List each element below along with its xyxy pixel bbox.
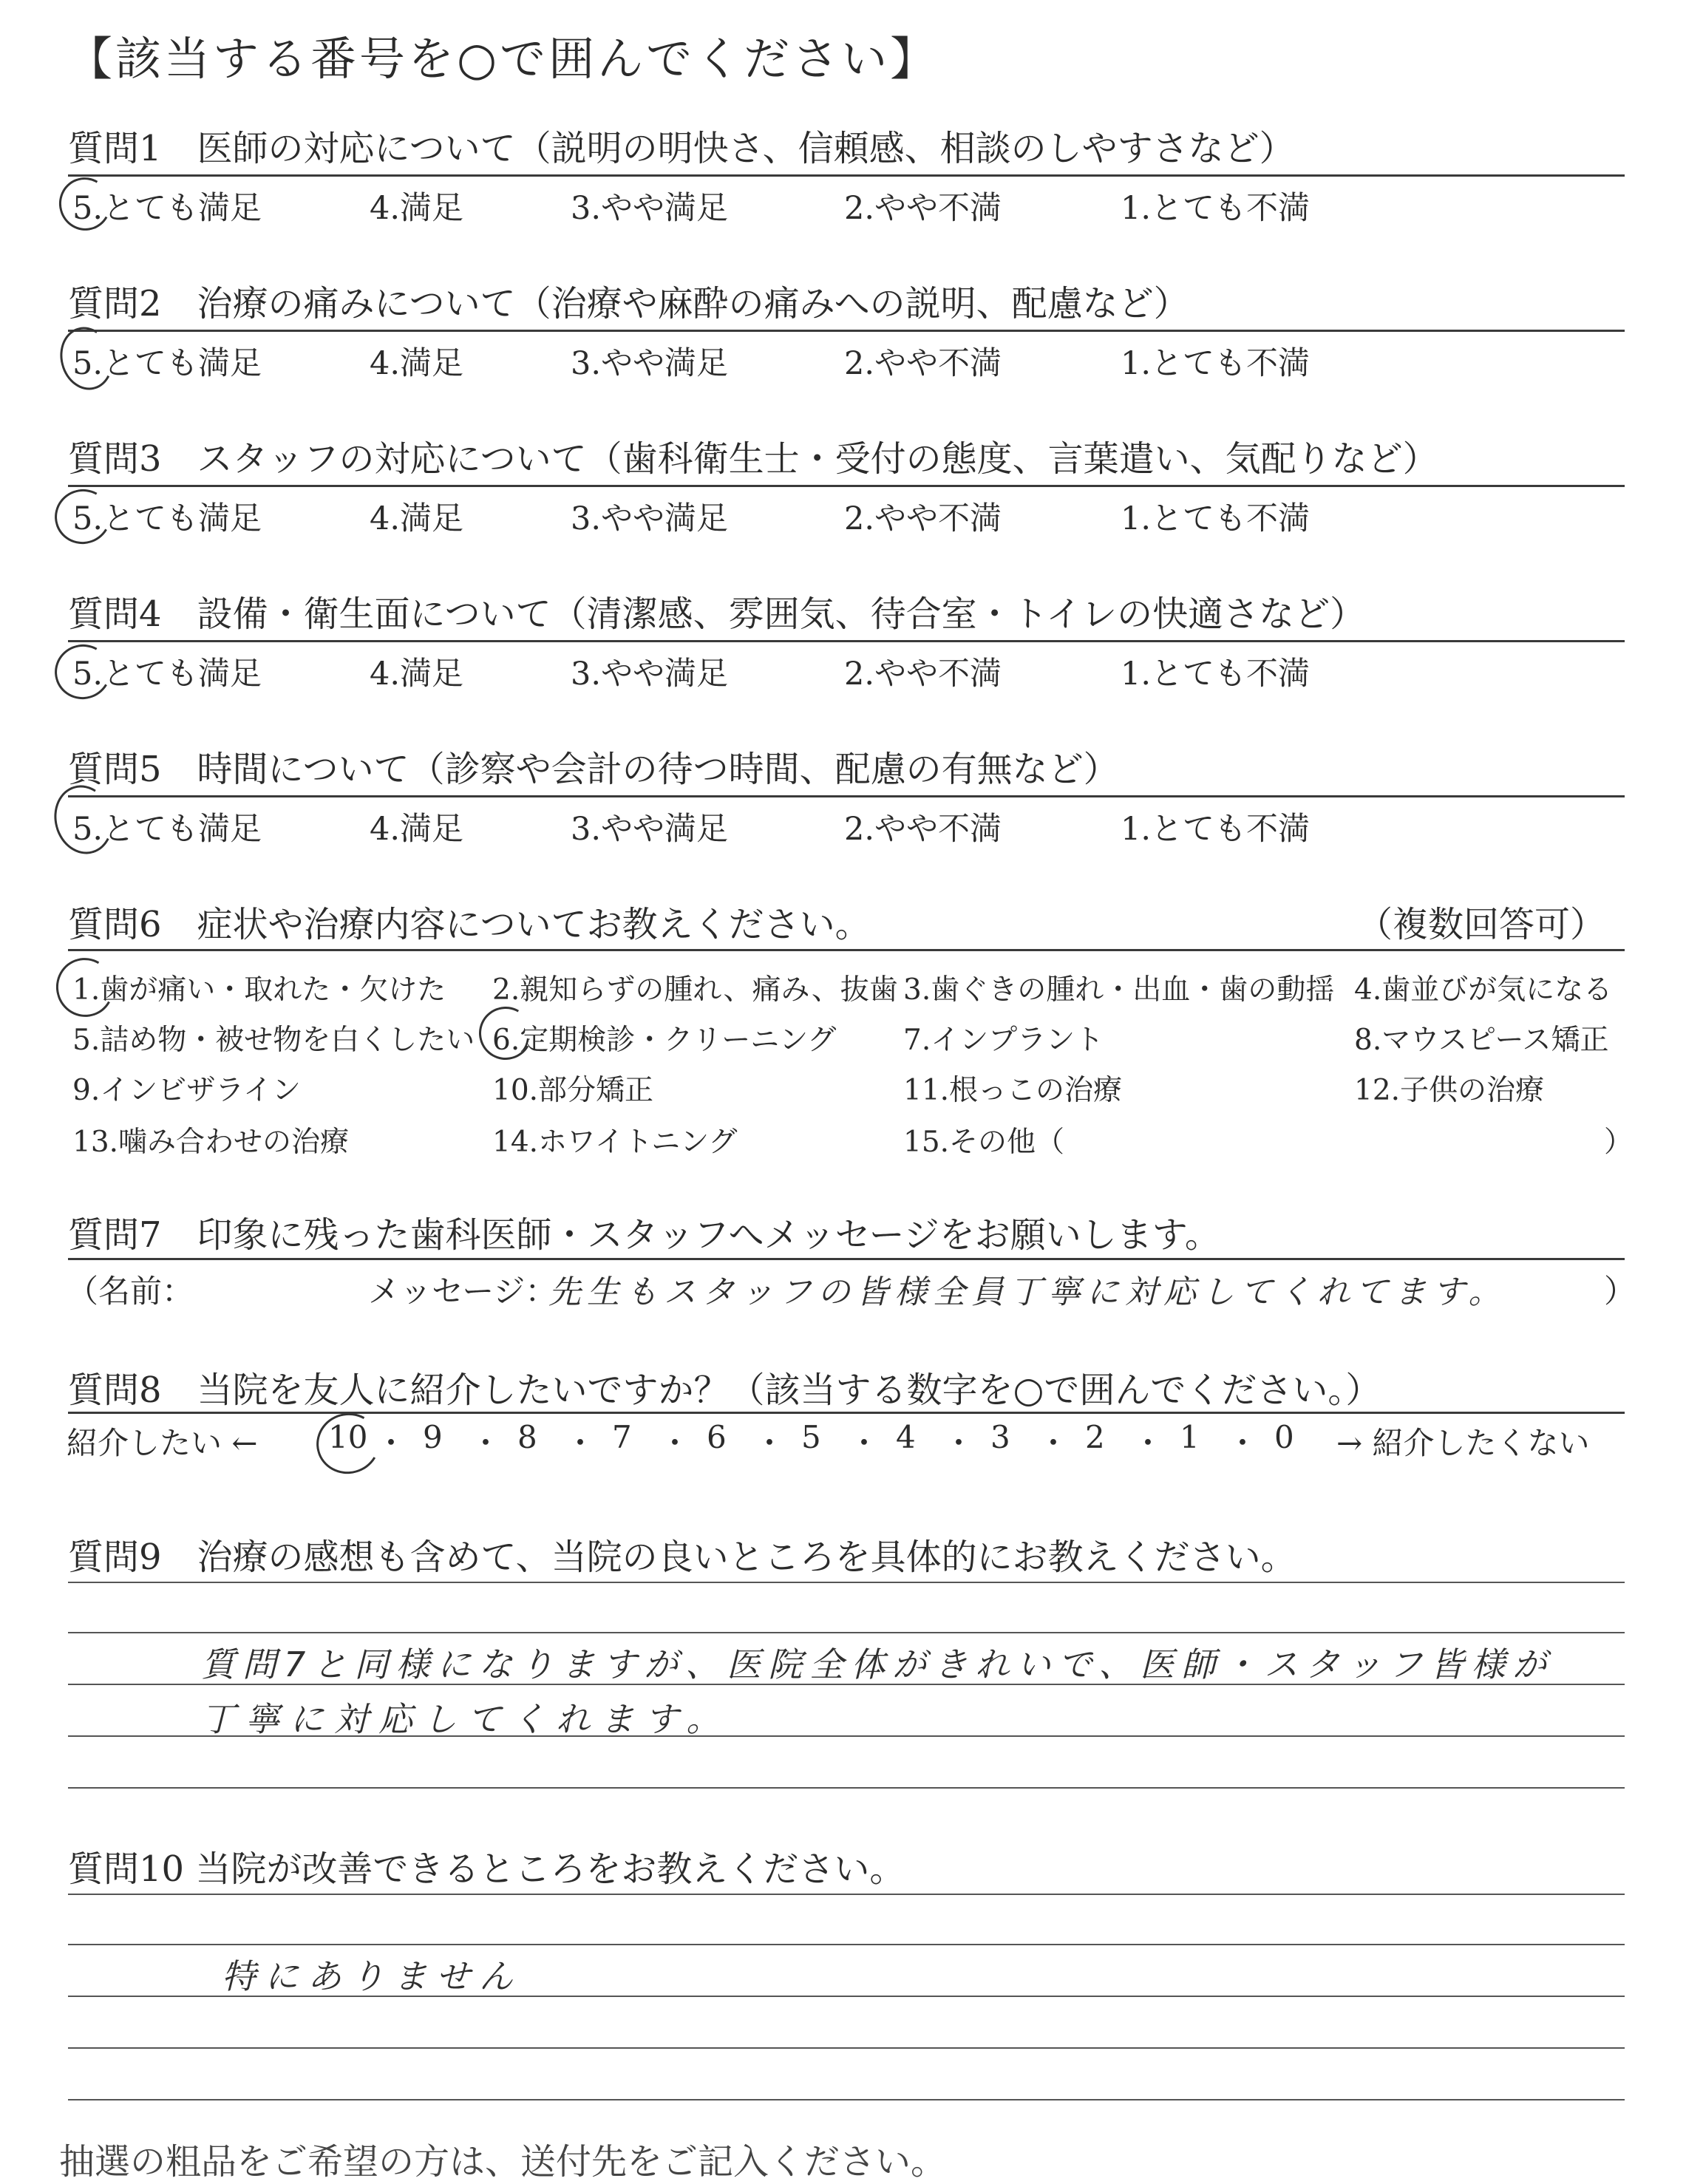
q1-option-5[interactable]: 5.とても満足 xyxy=(72,190,262,227)
q3-option-2[interactable]: 2.やや不満 xyxy=(844,500,1002,537)
q4-option-3[interactable]: 3.やや満足 xyxy=(571,656,729,693)
q8-scale-dot: ・ xyxy=(754,1425,786,1461)
q3-option-4[interactable]: 4.満足 xyxy=(370,500,464,537)
q6-option-4[interactable]: 4.歯並びが気になる xyxy=(1354,973,1613,1007)
q3-option-1[interactable]: 1.とても不満 xyxy=(1121,500,1311,537)
q7-close-paren: ） xyxy=(1604,1273,1636,1310)
q2-selection-circle xyxy=(53,321,120,395)
q8-scale-value-3[interactable]: 3 xyxy=(990,1419,1010,1455)
q1-rule xyxy=(68,174,1625,177)
q6-option-15[interactable]: 15.その他（ xyxy=(903,1126,1065,1159)
q2-rule xyxy=(68,330,1625,332)
q6-option-10[interactable]: 10.部分矯正 xyxy=(492,1074,654,1107)
q7-message-label: メッセージ： xyxy=(368,1273,557,1310)
q6-option-1[interactable]: 1.歯が痛い・取れた・欠けた xyxy=(72,973,446,1007)
q4-rule xyxy=(68,640,1625,642)
q8-scale-value-5[interactable]: 5 xyxy=(801,1419,821,1455)
q2-option-3[interactable]: 3.やや満足 xyxy=(571,345,729,382)
q10-line-1 xyxy=(68,1894,1625,1895)
q5-option-5[interactable]: 5.とても満足 xyxy=(72,811,262,848)
q8-scale-dot: ・ xyxy=(659,1425,691,1461)
q9-answer-line-2[interactable]: 丁寧に対応してくれます。 xyxy=(201,1699,731,1739)
q6-option-9[interactable]: 9.インビザライン xyxy=(72,1074,302,1107)
q8-scale-dot: ・ xyxy=(943,1425,975,1461)
q8-scale-value-8[interactable]: 8 xyxy=(517,1419,537,1455)
q7-title: 質問7 印象に残った歯科医師・スタッフへメッセージをお願いします。 xyxy=(68,1214,1220,1256)
q2-option-5[interactable]: 5.とても満足 xyxy=(72,345,262,382)
q2-title: 質問2 治療の痛みについて（治療や麻酔の痛みへの説明、配慮など） xyxy=(68,283,1189,324)
q8-scale-value-0[interactable]: 0 xyxy=(1274,1419,1294,1455)
q4-option-5[interactable]: 5.とても満足 xyxy=(72,656,262,693)
q3-option-5[interactable]: 5.とても満足 xyxy=(72,500,262,537)
q4-option-4[interactable]: 4.満足 xyxy=(370,656,464,693)
q6-rule xyxy=(68,949,1625,951)
q2-option-4[interactable]: 4.満足 xyxy=(370,345,464,382)
q8-scale-dot: ・ xyxy=(849,1425,880,1461)
q8-scale-value-7[interactable]: 7 xyxy=(612,1419,632,1455)
q8-scale-dot: ・ xyxy=(1227,1425,1259,1461)
q9-line-1 xyxy=(68,1582,1625,1583)
q6-option-15-close: ） xyxy=(1604,1126,1634,1159)
q8-scale-dot: ・ xyxy=(470,1425,502,1461)
q8-scale-dot: ・ xyxy=(565,1425,596,1461)
q10-line-2 xyxy=(68,1944,1625,1945)
q7-rule xyxy=(68,1258,1625,1260)
q6-title: 質問6 症状や治療内容についてお教えください。 xyxy=(68,904,871,945)
q8-selection-circle xyxy=(310,1406,387,1480)
q6-selection-circle-1 xyxy=(50,951,120,1023)
q5-option-2[interactable]: 2.やや不満 xyxy=(844,811,1002,848)
q10-title: 質問10 当院が改善できるところをお教えください。 xyxy=(68,1848,905,1890)
q6-option-11[interactable]: 11.根っこの治療 xyxy=(903,1074,1123,1107)
q2-option-2[interactable]: 2.やや不満 xyxy=(844,345,1002,382)
q6-option-5[interactable]: 5.詰め物・被せ物を白くしたい xyxy=(72,1024,475,1057)
q3-title: 質問3 スタッフの対応について（歯科衛生士・受付の態度、言葉遣い、気配りなど） xyxy=(68,438,1438,480)
q6-option-14[interactable]: 14.ホワイトニング xyxy=(492,1126,738,1159)
footer-cutoff-text: 抽選の粗品をご希望の方は、送付先をご記入ください。 xyxy=(59,2141,947,2183)
q8-title: 質問8 当院を友人に紹介したいですか？（該当する数字を○で囲んでください。） xyxy=(68,1370,1381,1411)
q4-option-1[interactable]: 1.とても不満 xyxy=(1121,656,1311,693)
q6-option-8[interactable]: 8.マウスピース矯正 xyxy=(1354,1024,1609,1057)
q10-answer[interactable]: 特にありません xyxy=(222,1956,522,1996)
q1-title: 質問1 医師の対応について（説明の明快さ、信頼感、相談のしやすさなど） xyxy=(68,128,1295,169)
q8-scale-value-10[interactable]: 10 xyxy=(328,1419,368,1455)
q9-answer-line-1[interactable]: 質問7と同様になりますが、医院全体がきれいで、医師・スタッフ皆様が xyxy=(201,1644,1554,1684)
q7-name-label: （名前： xyxy=(67,1273,194,1310)
q1-option-2[interactable]: 2.やや不満 xyxy=(844,190,1002,227)
q2-option-1[interactable]: 1.とても不満 xyxy=(1121,345,1311,382)
q4-option-2[interactable]: 2.やや不満 xyxy=(844,656,1002,693)
q4-title: 質問4 設備・衛生面について（清潔感、雰囲気、待合室・トイレの快適さなど） xyxy=(68,593,1366,635)
q6-option-7[interactable]: 7.インプラント xyxy=(903,1024,1104,1057)
q6-option-13[interactable]: 13.噛み合わせの治療 xyxy=(72,1126,350,1159)
q6-option-2[interactable]: 2.親知らずの腫れ、痛み、抜歯 xyxy=(492,973,898,1007)
q8-right-label: → 紹介したくない xyxy=(1336,1425,1590,1461)
q5-option-4[interactable]: 4.満足 xyxy=(370,811,464,848)
q1-option-4[interactable]: 4.満足 xyxy=(370,190,464,227)
q5-option-1[interactable]: 1.とても不満 xyxy=(1121,811,1311,848)
q3-option-3[interactable]: 3.やや満足 xyxy=(571,500,729,537)
q8-rule xyxy=(68,1412,1625,1414)
q8-left-label: 紹介したい ← xyxy=(67,1425,258,1461)
q8-scale-dot: ・ xyxy=(1038,1425,1070,1461)
q6-multiple-note: （複数回答可） xyxy=(1357,904,1606,945)
q5-option-3[interactable]: 3.やや満足 xyxy=(571,811,729,848)
q8-scale-value-9[interactable]: 9 xyxy=(423,1419,443,1455)
q10-line-5 xyxy=(68,2099,1625,2100)
q8-scale-value-6[interactable]: 6 xyxy=(707,1419,727,1455)
q6-option-6[interactable]: 6.定期検診・クリーニング xyxy=(492,1024,837,1057)
q8-scale-value-2[interactable]: 2 xyxy=(1085,1419,1105,1455)
q9-title: 質問9 治療の感想も含めて、当院の良いところを具体的にお教えください。 xyxy=(68,1537,1296,1578)
q9-line-5 xyxy=(68,1787,1625,1789)
q8-scale-dot: ・ xyxy=(375,1425,407,1461)
q5-title: 質問5 時間について（診察や会計の待つ時間、配慮の有無など） xyxy=(68,749,1119,790)
q8-scale-value-1[interactable]: 1 xyxy=(1180,1419,1200,1455)
q6-option-3[interactable]: 3.歯ぐきの腫れ・出血・歯の動揺 xyxy=(903,973,1335,1007)
q8-scale-dot: ・ xyxy=(1132,1425,1164,1461)
q1-option-1[interactable]: 1.とても不満 xyxy=(1121,190,1311,227)
q3-rule xyxy=(68,485,1625,487)
q1-option-3[interactable]: 3.やや満足 xyxy=(571,190,729,227)
q10-line-4 xyxy=(68,2047,1625,2049)
page-header: 【該当する番号を○で囲んでください】 xyxy=(67,32,939,86)
q7-message-value[interactable]: 先生もスタッフの皆様全員丁寧に対応してくれてます。 xyxy=(548,1273,1507,1311)
q5-rule xyxy=(68,795,1625,797)
q8-scale-value-4[interactable]: 4 xyxy=(896,1419,916,1455)
q9-line-2 xyxy=(68,1632,1625,1633)
q6-option-12[interactable]: 12.子供の治療 xyxy=(1354,1074,1545,1107)
